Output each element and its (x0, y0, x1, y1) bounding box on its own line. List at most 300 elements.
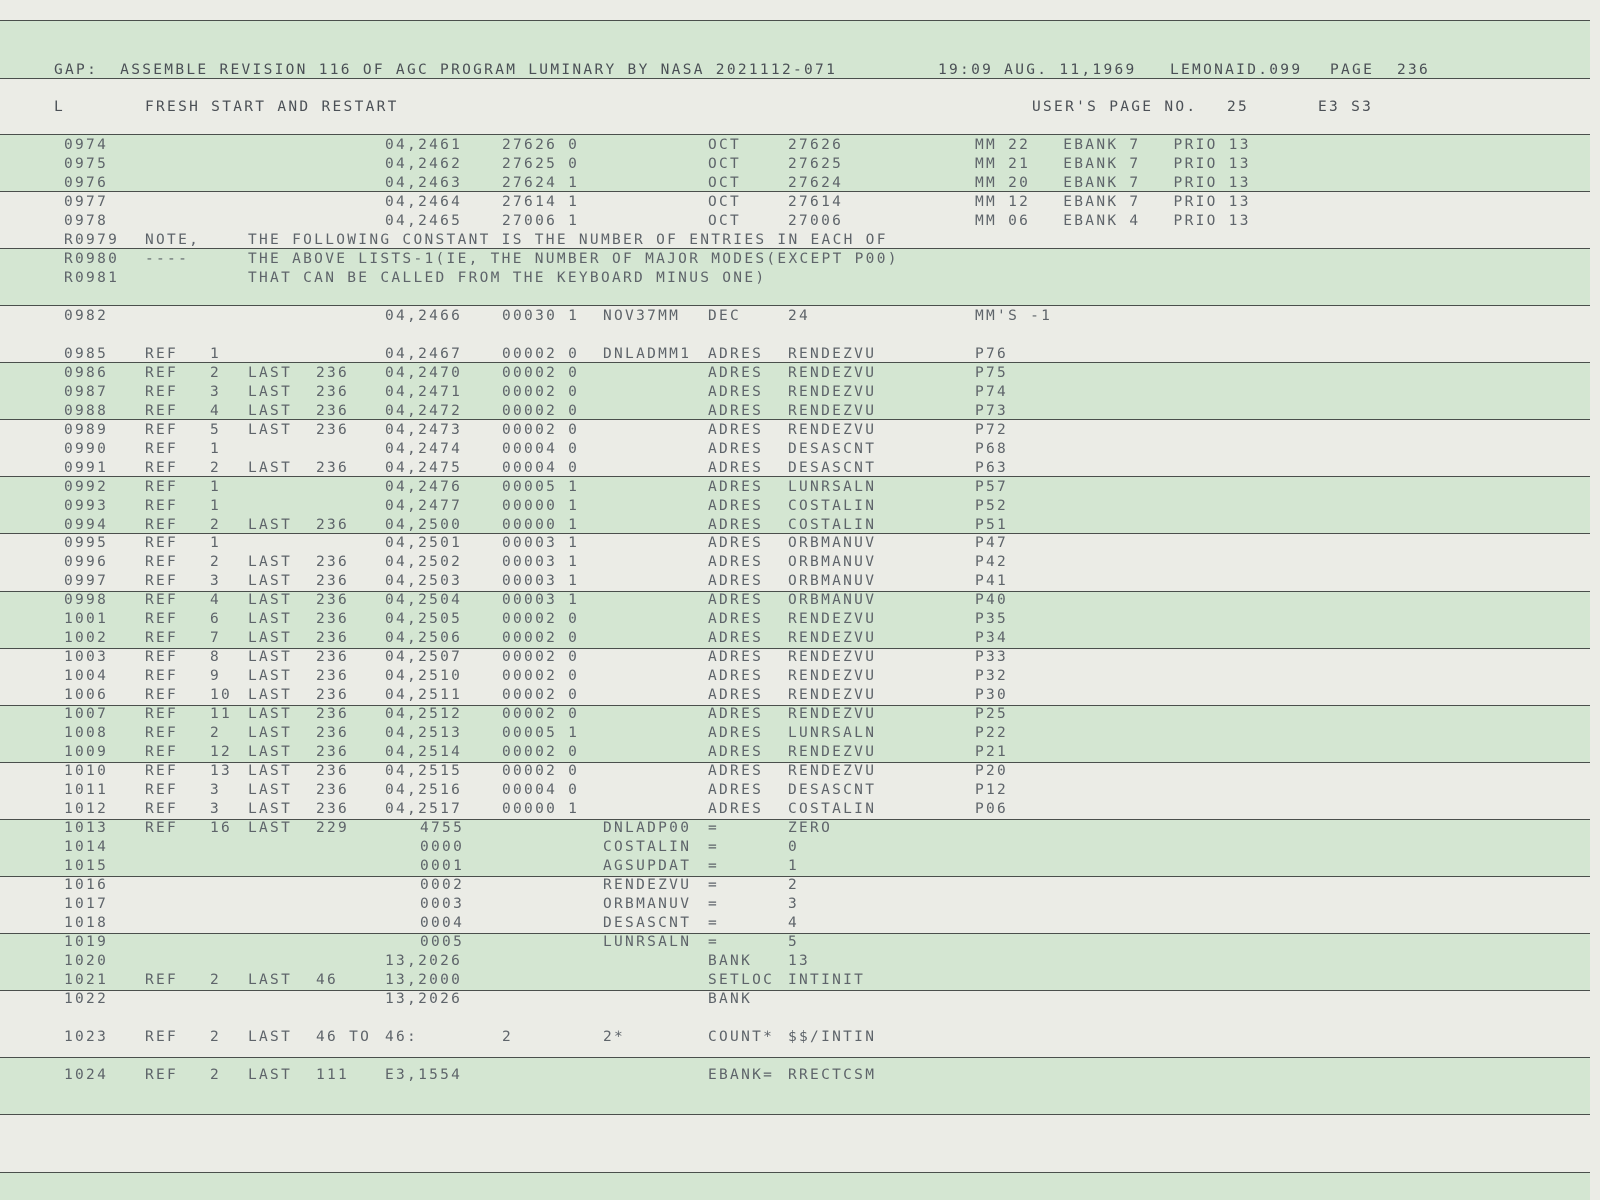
comment: P12 (975, 782, 1009, 798)
comment: MM'S -1 (975, 308, 1053, 324)
operand: RENDEZVU (788, 744, 877, 760)
object-word: 00003 1 (502, 535, 580, 551)
line-number: 0978 (64, 213, 109, 229)
listing-row (0, 345, 1590, 364)
listing-row (0, 667, 1590, 686)
comment: P42 (975, 554, 1009, 570)
operand: 3 (788, 896, 800, 912)
line-number: 1002 (64, 630, 109, 646)
comment: P22 (975, 725, 1009, 741)
ref-count: 1 (210, 535, 222, 551)
address: E3,1554 (385, 1067, 463, 1083)
ref-count: 6 (210, 611, 222, 627)
ref-flag: NOTE, (145, 232, 201, 248)
address: 04,2504 (385, 592, 463, 608)
address: 04,2474 (385, 441, 463, 457)
address: 04,2472 (385, 403, 463, 419)
comment: MM 06 EBANK 4 PRIO 13 (975, 213, 1251, 229)
listing-row (0, 250, 1590, 269)
line-number: 1016 (64, 877, 109, 893)
comment: P25 (975, 706, 1009, 722)
ref-count: 2 (210, 1067, 222, 1083)
listing-row (0, 990, 1590, 1009)
opcode: ADRES (708, 384, 764, 400)
line-number: 0987 (64, 384, 109, 400)
listing-row (0, 364, 1590, 383)
listing-row (0, 136, 1590, 155)
ref-count: 1 (210, 479, 222, 495)
operand: 24 (788, 308, 811, 324)
symbol-label: RENDEZVU (603, 877, 692, 893)
band-rule (0, 134, 1590, 135)
operand: COSTALIN (788, 517, 877, 533)
ref-count: 1 (210, 441, 222, 457)
opcode: ADRES (708, 460, 764, 476)
line-number: 0986 (64, 365, 109, 381)
last-flag: LAST (248, 782, 293, 798)
ref-count: 4 (210, 403, 222, 419)
line-number: 0992 (64, 479, 109, 495)
opcode: COUNT* (708, 1029, 775, 1045)
address: 04,2501 (385, 535, 463, 551)
last-page: 236 (316, 725, 350, 741)
last-flag: LAST (248, 460, 293, 476)
object-word: 00005 1 (502, 725, 580, 741)
address: 04,2511 (385, 687, 463, 703)
last-page: 236 (316, 403, 350, 419)
object-word: 00002 0 (502, 384, 580, 400)
line-number: 1018 (64, 915, 109, 931)
line-number: 0994 (64, 517, 109, 533)
ref-flag: REF (145, 403, 179, 419)
ref-flag: REF (145, 346, 179, 362)
object-word: 2 (502, 1029, 514, 1045)
ref-count: 2 (210, 554, 222, 570)
last-page: 236 (316, 782, 350, 798)
last-flag: LAST (248, 649, 293, 665)
band-rule (0, 1172, 1590, 1173)
object-word: 00000 1 (502, 517, 580, 533)
object-word: 27614 1 (502, 194, 580, 210)
listing-row (0, 895, 1590, 914)
ref-count: 5 (210, 422, 222, 438)
operand: RENDEZVU (788, 763, 877, 779)
operand: RENDEZVU (788, 649, 877, 665)
address: 13,2000 (385, 972, 463, 988)
opcode: ADRES (708, 630, 764, 646)
opcode: ADRES (708, 611, 764, 627)
last-flag: LAST (248, 706, 293, 722)
last-page: 236 (316, 687, 350, 703)
object-word: 00000 1 (502, 498, 580, 514)
operand: 27614 (788, 194, 844, 210)
opcode: ADRES (708, 498, 764, 514)
last-page: 236 (316, 365, 350, 381)
page-number: 236 (1397, 62, 1431, 78)
ref-count: 3 (210, 801, 222, 817)
last-page: 236 (316, 460, 350, 476)
listing-row (0, 534, 1590, 553)
ref-flag: REF (145, 782, 179, 798)
address: 0000 (420, 839, 465, 855)
operand: $$/INTIN (788, 1029, 877, 1045)
line-number: 1008 (64, 725, 109, 741)
note-text: THE ABOVE LISTS-1(IE, THE NUMBER OF MAJOR MODES(EXCEPT P00) (248, 251, 899, 267)
listing-row (0, 155, 1590, 174)
listing-row (0, 762, 1590, 781)
address: 04,2462 (385, 156, 463, 172)
address: 0001 (420, 858, 465, 874)
address: 46: (385, 1029, 419, 1045)
opcode: OCT (708, 156, 742, 172)
comment: P33 (975, 649, 1009, 665)
line-number: 1003 (64, 649, 109, 665)
listing-row (0, 553, 1590, 572)
comment: P63 (975, 460, 1009, 476)
opcode: ADRES (708, 517, 764, 533)
line-number: 1021 (64, 972, 109, 988)
object-word: 00002 0 (502, 403, 580, 419)
listing-name: LEMONAID.099 (1170, 62, 1303, 78)
address: 04,2461 (385, 137, 463, 153)
line-number: R0979 (64, 232, 120, 248)
opcode: ADRES (708, 573, 764, 589)
operand: RENDEZVU (788, 668, 877, 684)
object-word: 27626 0 (502, 137, 580, 153)
opcode: ADRES (708, 403, 764, 419)
address: 04,2466 (385, 308, 463, 324)
ref-flag: REF (145, 668, 179, 684)
last-flag: LAST (248, 972, 293, 988)
listing-row (0, 231, 1590, 250)
listing-row (0, 212, 1590, 231)
last-page: 229 (316, 820, 350, 836)
ref-flag: REF (145, 498, 179, 514)
last-flag: LAST (248, 763, 293, 779)
line-number: 0975 (64, 156, 109, 172)
address: 0002 (420, 877, 465, 893)
symbol-label: DESASCNT (603, 915, 692, 931)
line-number: 1006 (64, 687, 109, 703)
address: 13,2026 (385, 953, 463, 969)
listing-row (0, 193, 1590, 212)
ref-flag: REF (145, 365, 179, 381)
operand: ZERO (788, 820, 833, 836)
last-flag: LAST (248, 611, 293, 627)
operand: DESASCNT (788, 460, 877, 476)
opcode: ADRES (708, 725, 764, 741)
address: 04,2471 (385, 384, 463, 400)
ref-flag: REF (145, 422, 179, 438)
comment: P73 (975, 403, 1009, 419)
operand: 4 (788, 915, 800, 931)
opcode: = (708, 877, 720, 893)
symbol-label: DNLADP00 (603, 820, 692, 836)
ref-count: 2 (210, 517, 222, 533)
last-page: 236 (316, 384, 350, 400)
opcode: BANK (708, 991, 753, 1007)
address: 04,2503 (385, 573, 463, 589)
opcode: ADRES (708, 592, 764, 608)
operand: ORBMANUV (788, 554, 877, 570)
ref-flag: REF (145, 972, 179, 988)
symbol-label: AGSUPDAT (603, 858, 692, 874)
ref-flag: REF (145, 517, 179, 533)
comment: P51 (975, 517, 1009, 533)
opcode: ADRES (708, 649, 764, 665)
address: 04,2463 (385, 175, 463, 191)
last-flag: LAST (248, 801, 293, 817)
object-word: 00004 0 (502, 782, 580, 798)
ref-flag: REF (145, 763, 179, 779)
band-rule (0, 1114, 1590, 1115)
last-flag: LAST (248, 592, 293, 608)
operand: RENDEZVU (788, 630, 877, 646)
listing-row (0, 629, 1590, 648)
listing-row (0, 686, 1590, 705)
object-word: 27625 0 (502, 156, 580, 172)
opcode: = (708, 820, 720, 836)
opcode: ADRES (708, 479, 764, 495)
comment: P68 (975, 441, 1009, 457)
ref-flag: REF (145, 479, 179, 495)
operand: ORBMANUV (788, 592, 877, 608)
line-number: 1004 (64, 668, 109, 684)
opcode: ADRES (708, 687, 764, 703)
ref-flag: REF (145, 554, 179, 570)
listing-row (0, 516, 1590, 535)
listing-row (0, 269, 1590, 288)
last-flag: LAST (248, 630, 293, 646)
listing-row (0, 876, 1590, 895)
comment: P74 (975, 384, 1009, 400)
assembly-timestamp: 19:09 AUG. 11,1969 (938, 62, 1137, 78)
band-rule (0, 20, 1590, 21)
opcode: = (708, 896, 720, 912)
listing-row (0, 838, 1590, 857)
comment: MM 20 EBANK 7 PRIO 13 (975, 175, 1251, 191)
operand: RENDEZVU (788, 706, 877, 722)
listing-row (0, 610, 1590, 629)
last-page: 236 (316, 706, 350, 722)
last-flag: LAST (248, 517, 293, 533)
opcode: OCT (708, 175, 742, 191)
address: 04,2506 (385, 630, 463, 646)
address: 04,2470 (385, 365, 463, 381)
ref-flag: REF (145, 611, 179, 627)
ref-count: 2 (210, 365, 222, 381)
address: 04,2513 (385, 725, 463, 741)
section-title: FRESH START AND RESTART (145, 99, 399, 115)
object-word: 00002 0 (502, 365, 580, 381)
line-number: 0976 (64, 175, 109, 191)
opcode: = (708, 934, 720, 950)
ref-flag: REF (145, 535, 179, 551)
last-page: 111 (316, 1067, 350, 1083)
object-word: 00002 0 (502, 744, 580, 760)
comment: P35 (975, 611, 1009, 627)
line-number: 1020 (64, 953, 109, 969)
opcode: ADRES (708, 706, 764, 722)
opcode: OCT (708, 213, 742, 229)
comment: P52 (975, 498, 1009, 514)
line-number: 1023 (64, 1029, 109, 1045)
object-word: 00002 0 (502, 630, 580, 646)
line-number: 1012 (64, 801, 109, 817)
listing-row (0, 1066, 1590, 1085)
address: 04,2514 (385, 744, 463, 760)
ref-count: 4 (210, 592, 222, 608)
ref-flag: REF (145, 649, 179, 665)
operand: COSTALIN (788, 801, 877, 817)
ref-flag: REF (145, 573, 179, 589)
last-page: 236 (316, 554, 350, 570)
address: 4755 (420, 820, 465, 836)
last-page: 236 (316, 422, 350, 438)
line-number: 1007 (64, 706, 109, 722)
opcode: ADRES (708, 744, 764, 760)
symbol-label: COSTALIN (603, 839, 692, 855)
operand: RENDEZVU (788, 346, 877, 362)
assembly-title: GAP: ASSEMBLE REVISION 116 OF AGC PROGRAM LUMINARY BY NASA 2021112-071 (54, 62, 838, 78)
last-page: 236 (316, 573, 350, 589)
listing-row (0, 743, 1590, 762)
opcode: ADRES (708, 763, 764, 779)
operand: 13 (788, 953, 811, 969)
line-number: 0991 (64, 460, 109, 476)
listing-row (0, 971, 1590, 990)
line-number: 1009 (64, 744, 109, 760)
line-number: 0974 (64, 137, 109, 153)
ref-count: 1 (210, 498, 222, 514)
opcode: ADRES (708, 535, 764, 551)
opcode: = (708, 915, 720, 931)
listing-row (0, 1028, 1590, 1047)
listing-row (0, 497, 1590, 516)
line-number: 1001 (64, 611, 109, 627)
operand: 27006 (788, 213, 844, 229)
address: 04,2465 (385, 213, 463, 229)
note-text: THAT CAN BE CALLED FROM THE KEYBOARD MINUS ONE) (248, 270, 767, 286)
last-page: 236 (316, 763, 350, 779)
ref-flag: REF (145, 441, 179, 457)
listing-row (0, 402, 1590, 421)
address: 0004 (420, 915, 465, 931)
object-word: 00002 0 (502, 687, 580, 703)
line-number: 0989 (64, 422, 109, 438)
listing-row (0, 421, 1590, 440)
ref-flag: REF (145, 725, 179, 741)
address: 04,2512 (385, 706, 463, 722)
object-word: 00002 0 (502, 611, 580, 627)
last-flag: LAST (248, 384, 293, 400)
address: 04,2507 (385, 649, 463, 665)
listing-row (0, 952, 1590, 971)
object-word: 00002 0 (502, 706, 580, 722)
ref-count: 8 (210, 649, 222, 665)
operand: LUNRSALN (788, 479, 877, 495)
object-word: 00002 0 (502, 422, 580, 438)
comment: P57 (975, 479, 1009, 495)
object-word: 00002 0 (502, 668, 580, 684)
ref-count: 12 (210, 744, 233, 760)
ref-count: 9 (210, 668, 222, 684)
ref-flag: REF (145, 1067, 179, 1083)
listing-row (0, 440, 1590, 459)
ref-flag: REF (145, 1029, 179, 1045)
object-word: 00000 1 (502, 801, 580, 817)
last-page: 236 (316, 592, 350, 608)
line-number: 1014 (64, 839, 109, 855)
comment: P21 (975, 744, 1009, 760)
ref-count: 3 (210, 384, 222, 400)
comment: P76 (975, 346, 1009, 362)
ref-count: 2 (210, 972, 222, 988)
operand: RENDEZVU (788, 422, 877, 438)
object-word: 00030 1 (502, 308, 580, 324)
listing-row (0, 648, 1590, 667)
line-number: 1015 (64, 858, 109, 874)
operand: 0 (788, 839, 800, 855)
band-rule (0, 1057, 1590, 1058)
ref-flag: REF (145, 706, 179, 722)
operand: COSTALIN (788, 498, 877, 514)
address: 0005 (420, 934, 465, 950)
address: 04,2476 (385, 479, 463, 495)
line-number: 0988 (64, 403, 109, 419)
line-number: 1010 (64, 763, 109, 779)
ref-flag: ---- (145, 251, 190, 267)
note-text: THE FOLLOWING CONSTANT IS THE NUMBER OF ENTRIES IN EACH OF (248, 232, 888, 248)
last-flag: LAST (248, 573, 293, 589)
operand: RENDEZVU (788, 611, 877, 627)
line-number: 0998 (64, 592, 109, 608)
opcode: ADRES (708, 801, 764, 817)
operand: 27626 (788, 137, 844, 153)
line-number: 0993 (64, 498, 109, 514)
ref-flag: REF (145, 820, 179, 836)
operand: 27624 (788, 175, 844, 191)
opcode: ADRES (708, 346, 764, 362)
address: 04,2510 (385, 668, 463, 684)
ref-flag: REF (145, 801, 179, 817)
object-word: 00003 1 (502, 554, 580, 570)
opcode: ADRES (708, 668, 764, 684)
operand: 1 (788, 858, 800, 874)
object-word: 00005 1 (502, 479, 580, 495)
line-number: 0996 (64, 554, 109, 570)
ref-count: 1 (210, 346, 222, 362)
address: 13,2026 (385, 991, 463, 1007)
users-page-label: USER'S PAGE NO. (1032, 99, 1198, 115)
listing-row (0, 478, 1590, 497)
listing-row (0, 705, 1590, 724)
ref-count: 3 (210, 573, 222, 589)
log-letter: L (54, 99, 66, 115)
comment: P32 (975, 668, 1009, 684)
last-page: 236 (316, 744, 350, 760)
last-page: 236 (316, 649, 350, 665)
object-word: 00004 0 (502, 460, 580, 476)
last-page: 236 (316, 801, 350, 817)
object-word: 27624 1 (502, 175, 580, 191)
band-rule (0, 305, 1590, 306)
operand: 5 (788, 934, 800, 950)
last-flag: LAST (248, 422, 293, 438)
listing-row (0, 307, 1590, 326)
object-word: 00002 0 (502, 649, 580, 665)
symbol-label: DNLADMM1 (603, 346, 692, 362)
